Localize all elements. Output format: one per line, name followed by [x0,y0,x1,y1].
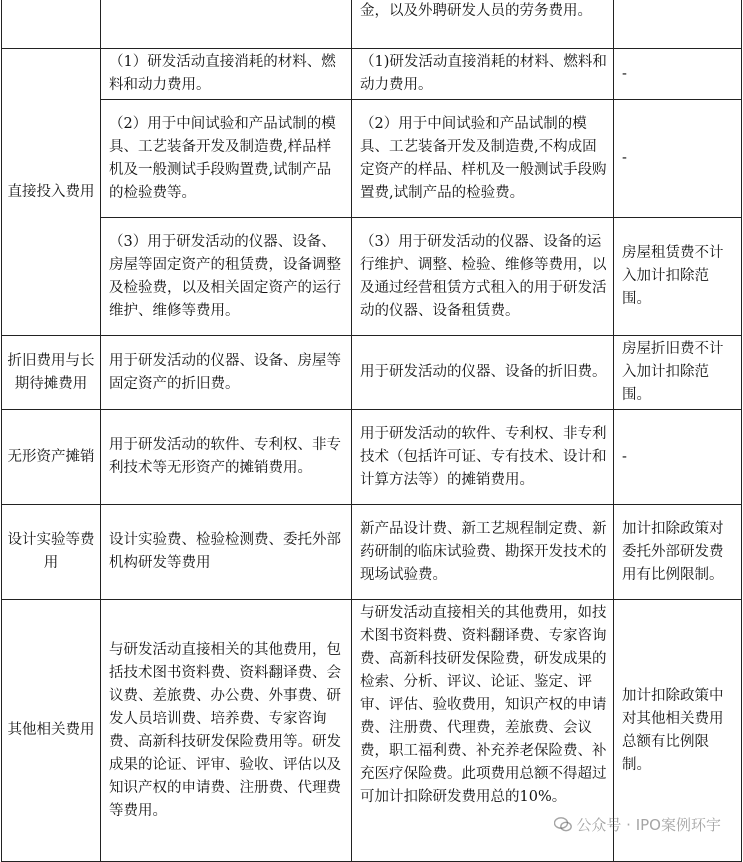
cell-text: 房屋折旧费不计入加计扣除范围。 [614,336,742,410]
cell-text: 加计扣除政策对委托外部研发费用有比例限制。 [614,505,742,600]
cell-text: （2）用于中间试验和产品试制的模具、工艺装备开发及制造费,样品样机及一般测试手段购置费,试制产品的检验费等。 [101,100,352,218]
cell-text: 用于研发活动的软件、专利权、非专利技术等无形资产的摊销费用。 [101,410,352,505]
cell-text: 加计扣除政策中对其他相关费用总额有比例限制。 [614,600,742,862]
table-row [2,218,742,336]
cell-text: （3）用于研发活动的仪器、设备、房屋等固定资产的租赁费，设备调整及检验费，以及相关固定资产的运行维护、维修等费用。 [101,218,352,336]
table-row [2,0,742,49]
cell-text: - [614,100,742,218]
empty-cell [101,0,352,49]
table-row [2,505,742,600]
cell-text: 用于研发活动的仪器、设备、房屋等固定资产的折旧费。 [101,336,352,410]
category-cell: 设计实验等费用 [2,505,101,600]
category-cell: 无形资产摊销 [2,410,101,505]
watermark [554,814,721,835]
cell-text: 设计实验费、检验检测费、委托外部机构研发等费用 [101,505,352,600]
cell-text: （3）用于研发活动的仪器、设备的运行维护、调整、检验、维修等费用，以及通过经营租赁方式租入的用于研发活动的仪器、设备租赁费。 [352,218,614,336]
cell-text: 与研发活动直接相关的其他费用，包括技术图书资料费、资料翻译费、会议费、差旅费、办公费、外事费、研发人员培训费、培养费、专家咨询费、高新科技研发保险费用等。研发成果的论证、评审、验收、评估以及知识产权的申请费、注册费、代理费等费用。 [101,600,352,862]
cell-text: （2）用于中间试验和产品试制的模具、工艺装备开发及制造费,不构成固定资产的样品、样机及一般测试手段购置费,试制产品的检验费。 [352,100,614,218]
table-row [2,336,742,410]
table-row [2,49,742,100]
watermark-text: 公众号 · IPO案例环宇 [576,816,721,834]
cell-text: 用于研发活动的软件、专利权、非专利技术（包括许可证、专有技术、设计和计算方法等）的摊销费用。 [352,410,614,505]
cell-text: （1)研发活动直接消耗的材料、燃料和动力费用。 [352,49,614,100]
category-cell: 直接投入费用 [2,49,101,336]
cell-text: 新产品设计费、新工艺规程制定费、新药研制的临床试验费、勘探开发技术的现场试验费。 [352,505,614,600]
category-cell: 折旧费用与长期待摊费用 [2,336,101,410]
category-cell: 其他相关费用 [2,600,101,862]
cell-text: （1）研发活动直接消耗的材料、燃料和动力费用。 [101,49,352,100]
rd-expense-comparison-table [1,0,742,862]
cell-text: 房屋租赁费不计入加计扣除范围。 [614,218,742,336]
wechat-icon [554,817,572,832]
table-row [2,100,742,218]
cell-text: - [614,49,742,100]
cell-text: - [614,410,742,505]
cell-text: 与研发活动直接相关的其他费用，如技术图书资料费、资料翻译费、专家咨询费、高新科技研发保险费，研发成果的检索、分析、评议、论证、鉴定、评审、评估、验收费用，知识产权的申请费、注册费、代理费，差旅费、会议费，职工福利费、补充养老保险费、补充医疗保险费。此项费用总额不得超过可加计扣除研发费用总的10%。 [352,600,614,862]
table-row [2,410,742,505]
cell-text: 金，以及外聘研发人员的劳务费用。 [352,0,614,49]
empty-cell [614,0,742,49]
empty-cell [2,0,101,49]
cell-text: 用于研发活动的仪器、设备的折旧费。 [352,336,614,410]
